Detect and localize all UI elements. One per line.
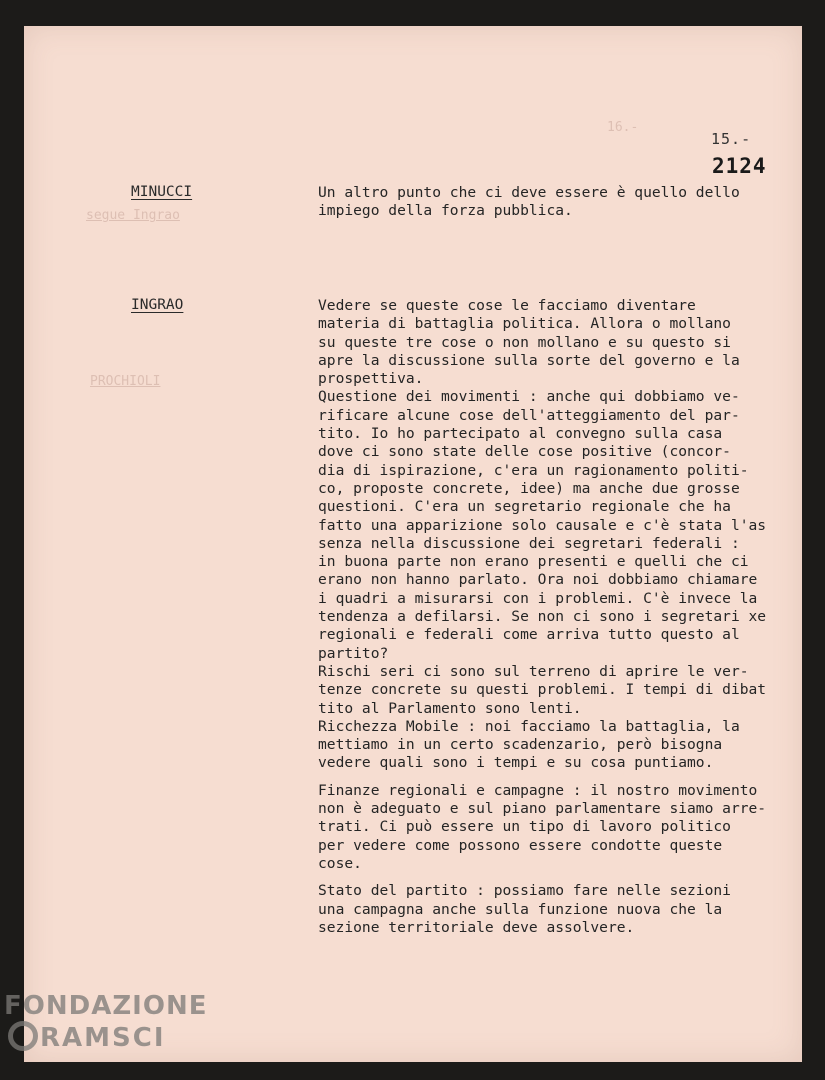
text-line: Vedere se queste cose le facciamo diventare [318,297,696,314]
page-number: 15.- [711,130,752,148]
text-line: fatto una apparizione solo causale e c'è stata l'as [318,516,767,534]
text-line: senza nella discussione dei segretari federali : [318,534,740,552]
text-line: Finanze regionali e campagne : il nostro movimento [318,781,758,799]
fondazione-gramsci-watermark [4,990,207,1054]
text-line: una campagna anche sulla funzione nuova che la [318,900,723,918]
text-line: dove ci sono state delle cose positive (concor- [318,443,731,461]
text-line: tenze concrete su questi problemi. I tempi di dibat [318,681,767,699]
text-line: impiego della forza pubblica. [318,202,573,220]
watermark-line-2 [4,1022,207,1054]
speech-block-minucci [318,184,803,221]
watermark-line-2-text: RAMSCI [40,1023,166,1053]
document-number: 2124 [712,154,767,178]
text-line: cose. [318,854,362,872]
text-line: co, proposte concrete, idee) ma anche due grosse [318,479,740,497]
text-line: per vedere come possono essere condotte queste [318,836,723,854]
text-line: non è adeguato e sul piano parlamentare siamo arre- [318,800,767,818]
text-line: vedere quali sono i tempi e su cosa puntiamo. [318,754,714,772]
text-line: Ricchezza Mobile : noi facciamo la battaglia, la [318,717,740,735]
bleed-through-label-2: PROCHIOLI [90,374,161,389]
text-line: partito? [318,644,389,662]
text-line: Stato del partito : possiamo fare nelle sezioni [318,882,731,900]
text-line: prospettiva. [318,370,424,388]
text-line: dia di ispirazione, c'era un ragionamento politi- [318,461,749,479]
g-logo-icon [8,1021,38,1051]
text-line: tito. Io ho partecipato al convegno sulla casa [318,425,723,443]
bleed-through-page-number: 16.- [607,120,639,135]
speech-block-ingrao [318,297,803,937]
text-line: questioni. C'era un segretario regionale che ha [318,498,731,516]
text-line: su queste tre cose o non mollano e su questo si [318,333,731,351]
text-line: regionali e federali come arriva tutto questo al [318,626,740,644]
text-line: apre la discussione sulla sorte del governo e la [318,351,740,369]
speaker-name: MINUCCI [131,184,193,200]
text-line: tendenza a defilarsi. Se non ci sono i segretari xe [318,608,767,626]
text-line: Rischi seri ci sono sul terreno di aprire le ver- [318,662,749,680]
text-line: rificare alcune cose dell'atteggiamento del par- [318,406,740,424]
text-line: i quadri a misurarsi con i problemi. C'è invece la [318,589,758,607]
bleed-through-label-1: segue Ingrao [86,208,180,223]
text-line: in buona parte non erano presenti e quelli che ci [318,553,749,571]
text-line: Questione dei movimenti : anche qui dobbiamo ve- [318,388,740,406]
text-line: mettiamo in un certo scadenzario, però bisogna [318,736,723,754]
watermark-line-1: FONDAZIONE [4,991,208,1021]
text-line: Un altro punto che ci deve essere è quello dello [318,184,740,201]
text-line: tito al Parlamento sono lenti. [318,699,582,717]
text-line: materia di battaglia politica. Allora o mollano [318,315,731,333]
text-line: trati. Ci può essere un tipo di lavoro politico [318,818,731,836]
text-line: sezione territoriale deve assolvere. [318,918,635,936]
speaker-name: INGRAO [131,297,184,313]
text-line: erano non hanno parlato. Ora noi dobbiamo chiamare [318,571,758,589]
